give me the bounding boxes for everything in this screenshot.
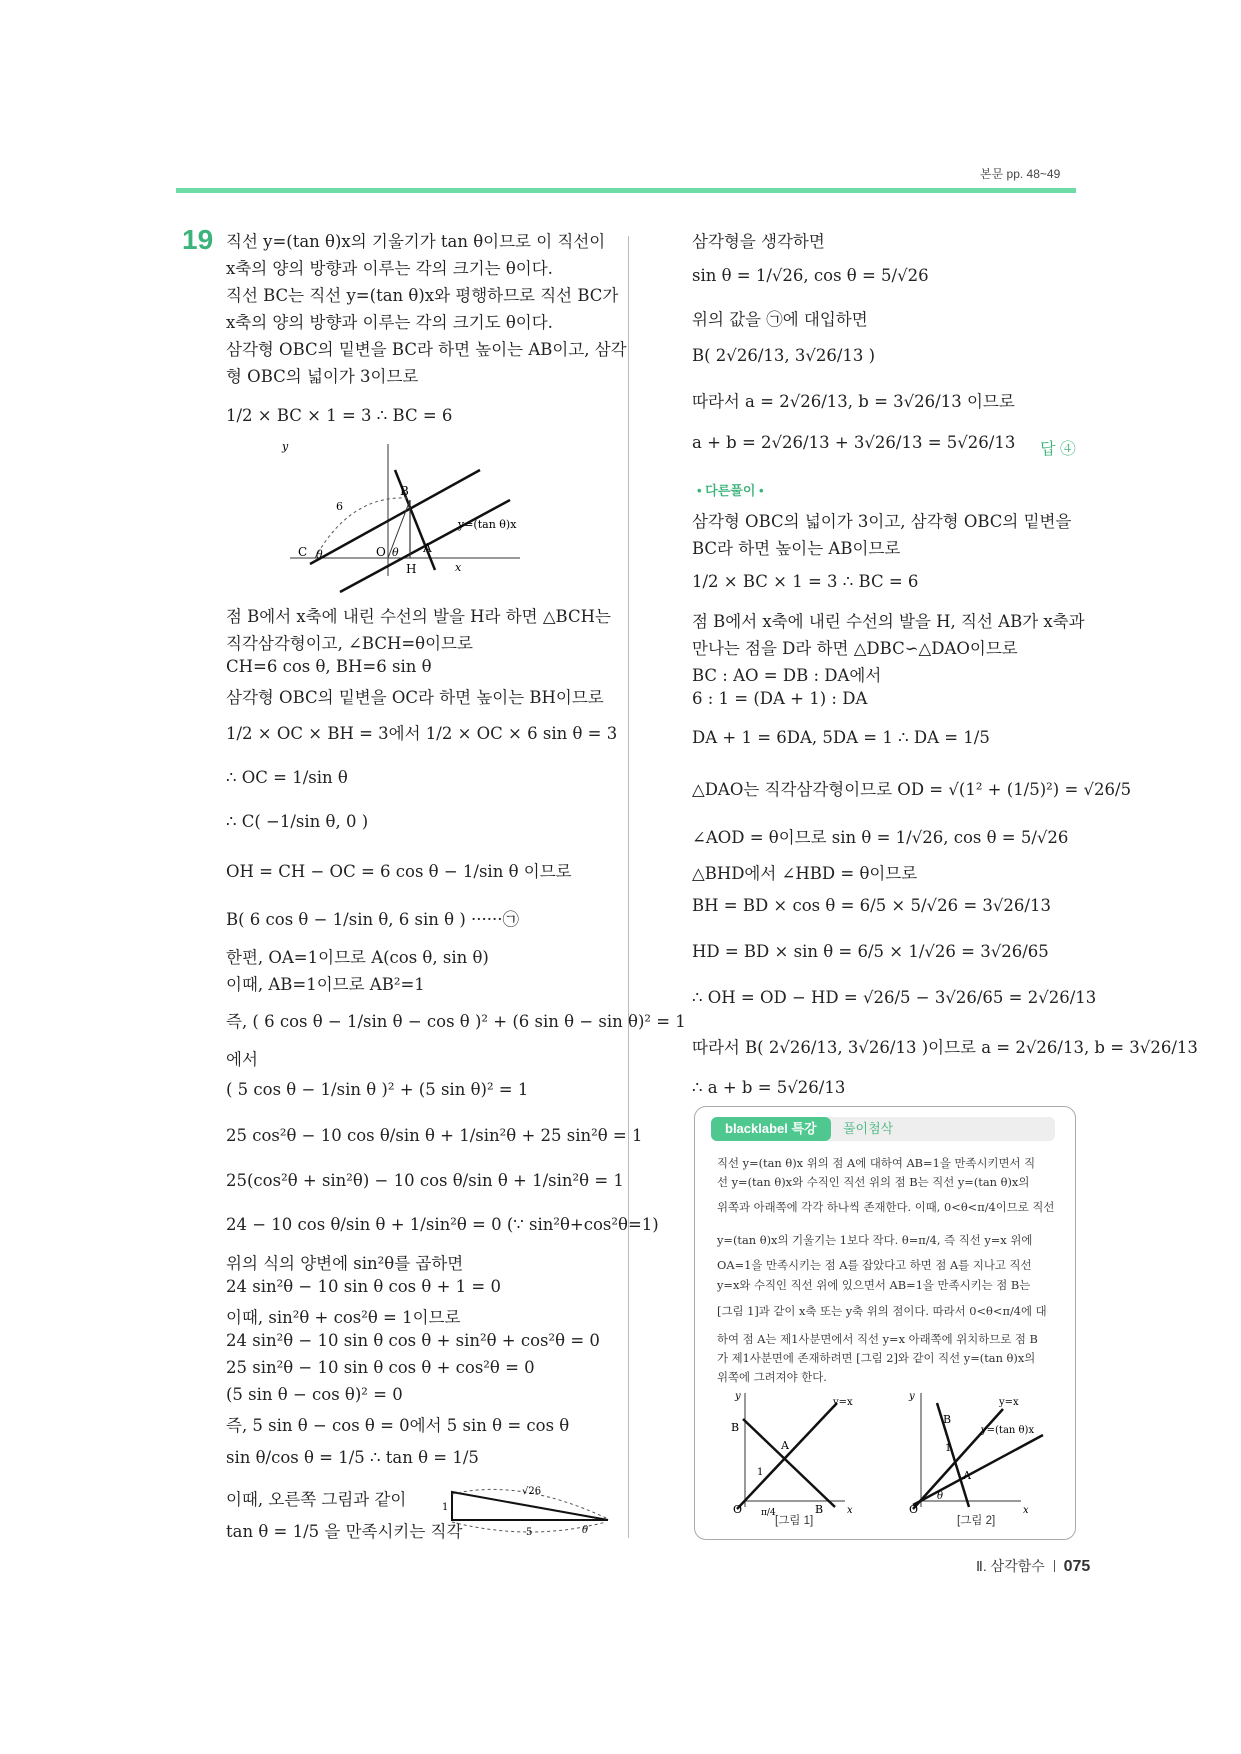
equation-line: △DAO는 직각삼각형이므로 OD = √(1² + (1/5)²) = √26/5	[692, 780, 1132, 799]
solution-line: x축의 양의 방향과 이루는 각의 크기도 θ이다.	[226, 313, 553, 332]
point-b: B	[400, 484, 409, 498]
solution-line: 한편, OA=1이므로 A(cos θ, sin θ)	[226, 948, 489, 967]
equation-line: 1/2 × OC × BH = 3에서 1/2 × OC × 6 sin θ = 3	[226, 724, 618, 743]
solution-line: 삼각형 OBC의 밑변을 BC라 하면 높이는 AB이고, 삼각	[226, 340, 627, 359]
fig1-o: O	[733, 1503, 743, 1516]
fig2-a: A	[963, 1469, 971, 1482]
solution-line: BC라 하면 높이는 AB이므로	[692, 539, 901, 558]
equation-line: a + b = 2√26/13 + 3√26/13 = 5√26/13	[692, 433, 1016, 452]
point-c: C	[298, 545, 308, 559]
solution-line: 이때, sin²θ + cos²θ = 1이므로	[226, 1308, 461, 1327]
equation-line: 25 cos²θ − 10 cos θ/sin θ + 1/sin²θ + 25 sin²θ = 1	[226, 1126, 643, 1145]
solution-line: 삼각형을 생각하면	[692, 232, 825, 251]
column-divider	[628, 236, 629, 1538]
solution-line: 삼각형 OBC의 밑변을 OC라 하면 높이는 BH이므로	[226, 688, 604, 707]
fig2-ytan: y=(tan θ)x	[981, 1425, 1035, 1436]
solution-line: 만나는 점을 D라 하면 △DBC∽△DAO이므로	[692, 639, 1018, 658]
solution-line: 점 B에서 x축에 내린 수선의 발을 H라 하면 △BCH는	[226, 607, 611, 626]
solution-line: 에서	[226, 1050, 258, 1069]
fig2-yx: y=x	[999, 1397, 1019, 1408]
x-label: x	[455, 561, 462, 574]
fig2-theta: θ	[937, 1491, 944, 1502]
box-line: 하여 점 A는 제1사분면에서 직선 y=x 아래쪽에 위치하므로 점 B	[717, 1332, 1038, 1346]
equation-line: 1/2 × BC × 1 = 3 ∴ BC = 6	[692, 572, 919, 591]
equation-line: 25(cos²θ + sin²θ) − 10 cos θ/sin θ + 1/sin²θ = 1	[226, 1171, 624, 1190]
box-line: 직선 y=(tan θ)x 위의 점 A에 대하여 AB=1을 만족시키면서 직	[717, 1156, 1036, 1170]
equation-line: ∴ OC = 1/sin θ	[226, 768, 348, 787]
equation-line: 24 − 10 cos θ/sin θ + 1/sin²θ = 0 (∵ sin²θ+cos²θ=1)	[226, 1215, 659, 1234]
solution-line: tan θ = 1/5 을 만족시키는 직각	[226, 1522, 463, 1541]
solution-line: 이때, 오른쪽 그림과 같이	[226, 1490, 407, 1509]
equation-line: BC : AO = DB : DA에서	[692, 666, 882, 685]
equation-line: ( 5 cos θ − 1/sin θ )² + (5 sin θ)² = 1	[226, 1080, 529, 1099]
fig1-a: A	[781, 1439, 789, 1452]
solution-line: 점 B에서 x축에 내린 수선의 발을 H, 직선 AB가 x축과	[692, 612, 1085, 631]
equation-line: 6 : 1 = (DA + 1) : DA	[692, 689, 868, 708]
fig2-one: 1	[945, 1443, 952, 1454]
figure-1	[725, 1389, 865, 1518]
equation-line: OH = CH − OC = 6 cos θ − 1/sin θ 이므로	[226, 862, 572, 881]
equation-line: HD = BD × sin θ = 6/5 × 1/√26 = 3√26/65	[692, 942, 1049, 961]
page-footer	[976, 1556, 1090, 1576]
equation-line: ∴ OH = OD − HD = √26/5 − 3√26/65 = 2√26/13	[692, 988, 1097, 1007]
page-number: 075	[1063, 1558, 1091, 1575]
problem-number: 19	[182, 224, 214, 255]
solution-line: 위의 값을 ㉠에 대입하면	[692, 310, 868, 329]
theta-c: θ	[316, 548, 323, 561]
equation-line: (5 sin θ − cos θ)² = 0	[226, 1385, 403, 1404]
fig1-pi4: π/4	[761, 1508, 776, 1518]
equation-line: B( 6 cos θ − 1/sin θ, 6 sin θ ) ······㉠	[226, 910, 519, 929]
point-a: A	[423, 541, 432, 555]
y-label: y	[282, 440, 289, 453]
box-line: 위쪽에 그려져야 한다.	[717, 1370, 827, 1384]
solution-line: 직선 BC는 직선 y=(tan θ)x와 평행하므로 직선 BC가	[226, 286, 619, 305]
solution-line: 직각삼각형이고, ∠BCH=θ이므로	[226, 634, 473, 653]
page-reference: 본문 pp. 48~49	[980, 167, 1061, 181]
right-triangle-figure	[440, 1486, 610, 1536]
fig1-y: y	[735, 1391, 741, 1402]
equation-line: ∴ a + b = 5√26/13	[692, 1078, 846, 1097]
equation-line: 즉, ( 6 cos θ − 1/sin θ − cos θ )² + (6 sin θ − sin θ)² = 1	[226, 1012, 686, 1031]
equation-line: 1/2 × BC × 1 = 3 ∴ BC = 6	[226, 406, 453, 425]
solution-line: 직선 y=(tan θ)x의 기울기가 tan θ이므로 이 직선이	[226, 232, 606, 251]
theta-label: θ	[582, 1525, 589, 1536]
footer-divider	[1054, 1560, 1055, 1572]
chapter-name: Ⅱ. 삼각함수	[976, 1558, 1045, 1574]
box-line: y=(tan θ)x의 기울기는 1보다 작다. θ=π/4, 즉 직선 y=x 위에	[717, 1233, 1033, 1247]
figure-2	[903, 1389, 1053, 1516]
equation-line: 즉, 5 sin θ − cos θ = 0에서 5 sin θ = cos θ	[226, 1416, 570, 1435]
blacklabel-subtitle: 풀이첨삭	[843, 1121, 894, 1136]
length-six: 6	[336, 500, 343, 513]
fig2-line-tan	[913, 1435, 1043, 1505]
equation-line: 25 sin²θ − 10 sin θ cos θ + cos²θ = 0	[226, 1358, 535, 1377]
box-line: OA=1을 만족시키는 점 A를 잡았다고 하면 점 A를 지나고 직선	[717, 1258, 1032, 1272]
equation-line: sin θ = 1/√26, cos θ = 5/√26	[692, 266, 929, 285]
equation-line: 24 sin²θ − 10 sin θ cos θ + 1 = 0	[226, 1277, 501, 1296]
side-one: 1	[442, 1502, 449, 1513]
figure-2-caption: [그림 2]	[957, 1515, 996, 1527]
blacklabel-box	[694, 1106, 1076, 1540]
fig2-x: x	[1023, 1505, 1029, 1516]
fig2-b: B	[943, 1413, 952, 1426]
line-label: y=(tan θ)x	[458, 518, 517, 531]
blacklabel-tag: blacklabel 특강	[711, 1117, 831, 1141]
equation-line: B( 2√26/13, 3√26/13 )	[692, 346, 876, 365]
alt-solution-title: • 다른풀이 •	[697, 483, 764, 498]
side-five: 5	[526, 1527, 533, 1538]
header-rule	[176, 188, 1076, 193]
fig1-b-top: B	[731, 1421, 740, 1434]
box-line: 위쪽과 아래쪽에 각각 하나씩 존재한다. 이때, 0<θ<π/4이므로 직선	[717, 1200, 1055, 1214]
figure-1-caption: [그림 1]	[775, 1515, 814, 1527]
theta-o: θ	[392, 546, 399, 559]
solution-line: 이때, AB=1이므로 AB²=1	[226, 975, 425, 994]
equation-line: 24 sin²θ − 10 sin θ cos θ + sin²θ + cos²θ = 0	[226, 1331, 600, 1350]
fig1-one: 1	[757, 1467, 764, 1478]
solution-line: △BHD에서 ∠HBD = θ이므로	[692, 864, 918, 883]
geometry-figure	[280, 440, 530, 580]
solution-line: 삼각형 OBC의 넓이가 3이고, 삼각형 OBC의 밑변을	[692, 512, 1072, 531]
solution-line: 형 OBC의 넓이가 3이므로	[226, 367, 419, 386]
box-line: 선 y=(tan θ)x와 수직인 직선 위의 점 B는 직선 y=(tan θ)x의	[717, 1175, 1030, 1189]
fig1-perp-line	[743, 1419, 835, 1507]
equation-line: ∠AOD = θ이므로 sin θ = 1/√26, cos θ = 5/√26	[692, 828, 1069, 847]
fig2-y: y	[909, 1391, 915, 1402]
equation-line: BH = BD × cos θ = 6/5 × 5/√26 = 3√26/13	[692, 896, 1051, 915]
box-line: y=x와 수직인 직선 위에 있으면서 AB=1을 만족시키는 점 B는	[717, 1278, 1031, 1292]
equation-line: sin θ/cos θ = 1/5 ∴ tan θ = 1/5	[226, 1448, 479, 1467]
box-line: [그림 1]과 같이 x축 또는 y축 위의 점이다. 따라서 0<θ<π/4에 대	[717, 1304, 1047, 1318]
point-o: O	[376, 545, 386, 559]
point-h: H	[406, 562, 417, 576]
equation-line: 따라서 B( 2√26/13, 3√26/13 )이므로 a = 2√26/13, b = 3√26/13	[692, 1038, 1198, 1057]
hyp-label: √26	[522, 1486, 542, 1497]
solution-line: x축의 양의 방향과 이루는 각의 크기는 θ이다.	[226, 259, 553, 278]
equation-line: DA + 1 = 6DA, 5DA = 1 ∴ DA = 1/5	[692, 728, 990, 747]
solution-line: 위의 식의 양변에 sin²θ를 곱하면	[226, 1254, 464, 1273]
blacklabel-header	[711, 1117, 1055, 1141]
equation-line: 따라서 a = 2√26/13, b = 3√26/13 이므로	[692, 392, 1015, 411]
equation-line: ∴ C( −1/sin θ, 0 )	[226, 812, 369, 831]
answer-label: 답 ④	[1040, 441, 1076, 458]
box-line: 가 제1사분면에 존재하려면 [그림 2]와 같이 직선 y=(tan θ)x의	[717, 1351, 1036, 1365]
fig1-b-bottom: B	[815, 1503, 824, 1516]
fig1-yx: y=x	[833, 1397, 853, 1408]
fig2-o: O	[909, 1503, 919, 1516]
equation-line: CH=6 cos θ, BH=6 sin θ	[226, 657, 432, 676]
fig1-x: x	[847, 1505, 853, 1516]
fig2-line-yx	[913, 1409, 1003, 1509]
